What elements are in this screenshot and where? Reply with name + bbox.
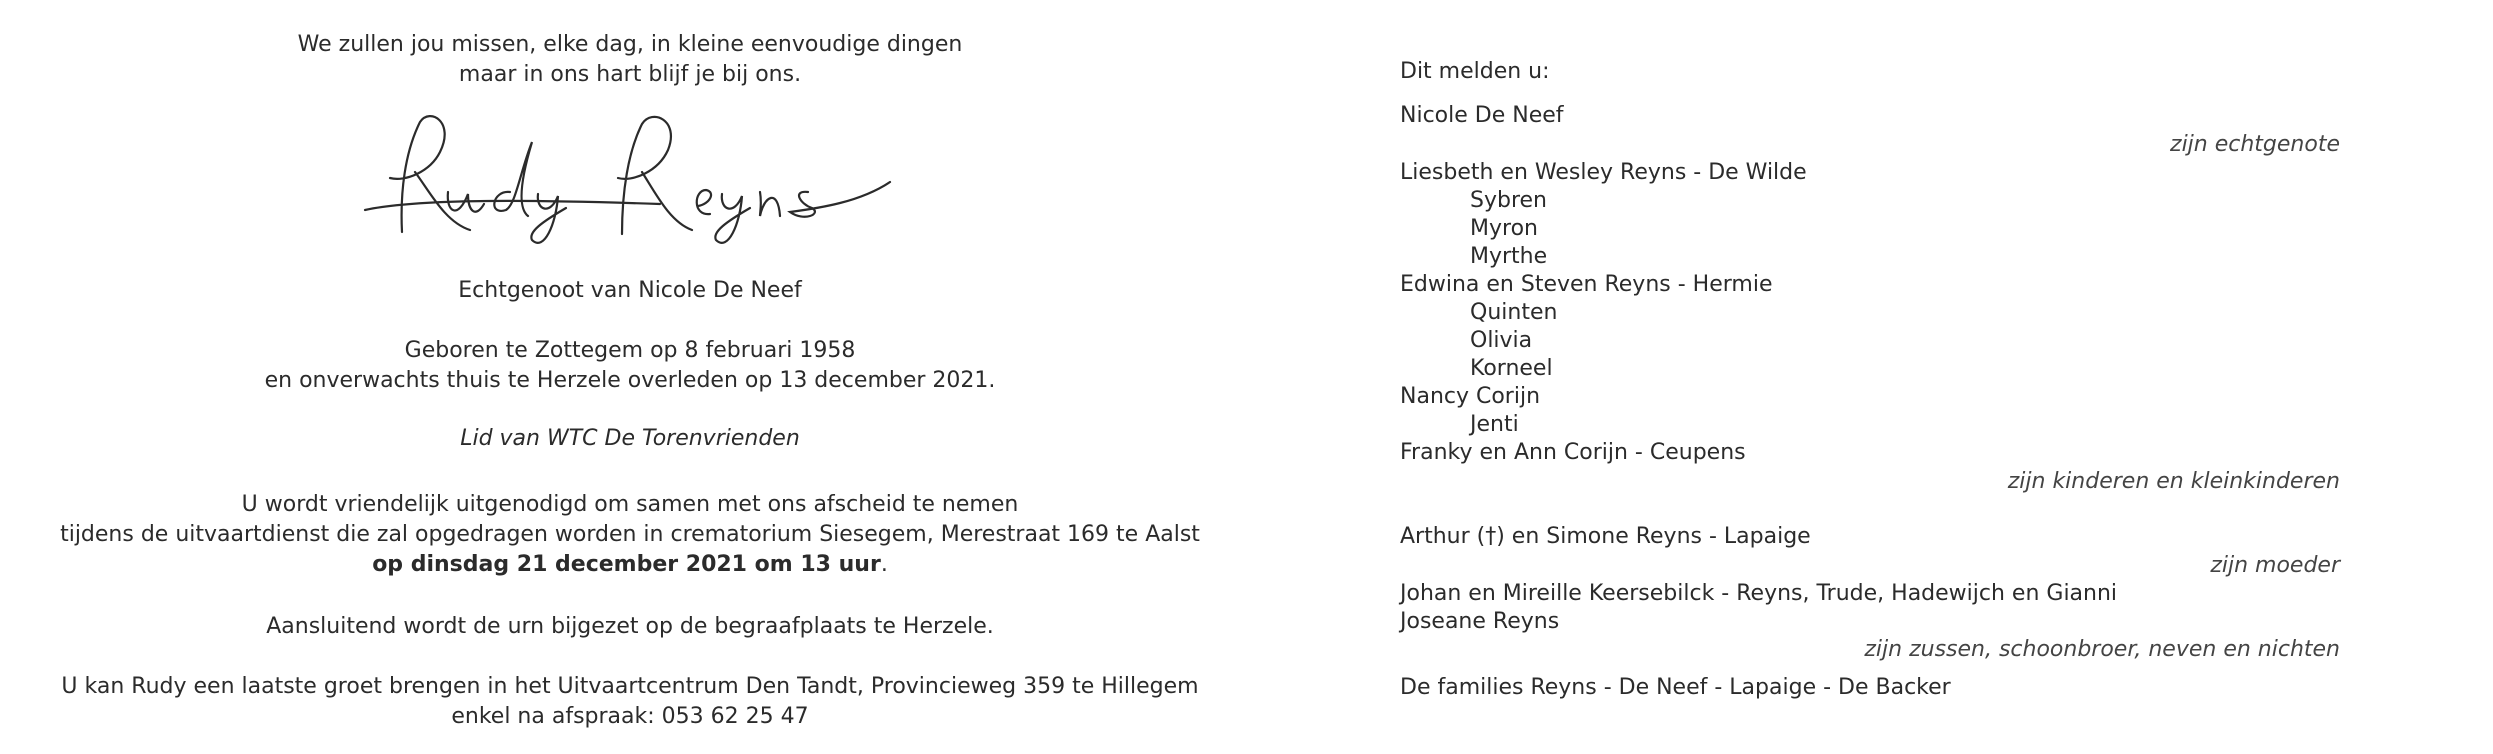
wife-name: Nicole De Neef bbox=[1400, 103, 1564, 128]
child-family: Franky en Ann Corijn - Ceupens bbox=[1400, 440, 1746, 465]
deceased-name bbox=[30, 112, 1230, 272]
sibling-line: Joseane Reyns bbox=[1400, 609, 1560, 634]
role-mother: zijn moeder bbox=[2210, 553, 2340, 578]
visit-line: U kan Rudy een laatste groet brengen in het Uitvaartcentrum Den Tandt, Provincieweg 359 te Hillegem bbox=[61, 674, 1199, 699]
invite-line: U wordt vriendelijk uitgenodigd om samen met ons afscheid te nemen bbox=[241, 492, 1019, 517]
mother-line: Arthur (†) en Simone Reyns - Lapaige bbox=[1400, 524, 1811, 549]
spouse-line: Echtgenoot van Nicole De Neef bbox=[458, 278, 802, 303]
child-family: Liesbeth en Wesley Reyns - De Wilde bbox=[1400, 160, 1807, 185]
death-line: en onverwachts thuis te Herzele overleden op 13 december 2021. bbox=[264, 368, 996, 393]
visitation-info bbox=[30, 672, 1230, 732]
sibling-line: Johan en Mireille Keersebilck - Reyns, Trude, Hadewijch en Gianni bbox=[1400, 581, 2118, 606]
role-wife: zijn echtgenote bbox=[2170, 132, 2340, 157]
families-line: De families Reyns - De Neef - Lapaige - De Backer bbox=[1400, 675, 1951, 700]
visit-phone-line: enkel na afspraak: 053 62 25 47 bbox=[451, 704, 809, 729]
poem-line: We zullen jou missen, elke dag, in kleine eenvoudige dingen bbox=[297, 32, 963, 57]
grandchild: Olivia bbox=[1470, 328, 1533, 353]
invite-line: tijdens de uitvaartdienst die zal opgedragen worden in crematorium Siesegem, Merestraat 169 te Aalst bbox=[60, 522, 1200, 547]
role-siblings: zijn zussen, schoonbroer, neven en nichten bbox=[1864, 637, 2340, 662]
club-membership: Lid van WTC De Torenvrienden bbox=[460, 426, 800, 451]
grandchild: Jenti bbox=[1470, 412, 1519, 437]
birth-death-info bbox=[30, 336, 1230, 396]
grandchild: Sybren bbox=[1470, 188, 1547, 213]
urn-burial-line: Aansluitend wordt de urn bijgezet op de begraafplaats te Herzele. bbox=[266, 614, 994, 639]
grandchild: Korneel bbox=[1470, 356, 1553, 381]
role-children: zijn kinderen en kleinkinderen bbox=[2007, 469, 2340, 494]
child-family: Nancy Corijn bbox=[1400, 384, 1541, 409]
intro-text: Dit melden u: bbox=[1400, 59, 1550, 84]
poem bbox=[30, 30, 1230, 90]
signature-name-drawing bbox=[360, 112, 900, 272]
child-family: Edwina en Steven Reyns - Hermie bbox=[1400, 272, 1773, 297]
poem-line: maar in ons hart blijf je bij ons. bbox=[458, 62, 802, 87]
grandchild: Quinten bbox=[1470, 300, 1558, 325]
service-date-bold: op dinsdag 21 december 2021 om 13 uur bbox=[372, 552, 881, 577]
grandchild: Myrthe bbox=[1470, 244, 1548, 269]
birth-line: Geboren te Zottegem op 8 februari 1958 bbox=[404, 338, 856, 363]
service-date-suffix: . bbox=[880, 552, 888, 577]
service-date bbox=[30, 550, 1230, 580]
funeral-invitation bbox=[30, 490, 1230, 580]
grandchild: Myron bbox=[1470, 216, 1538, 241]
